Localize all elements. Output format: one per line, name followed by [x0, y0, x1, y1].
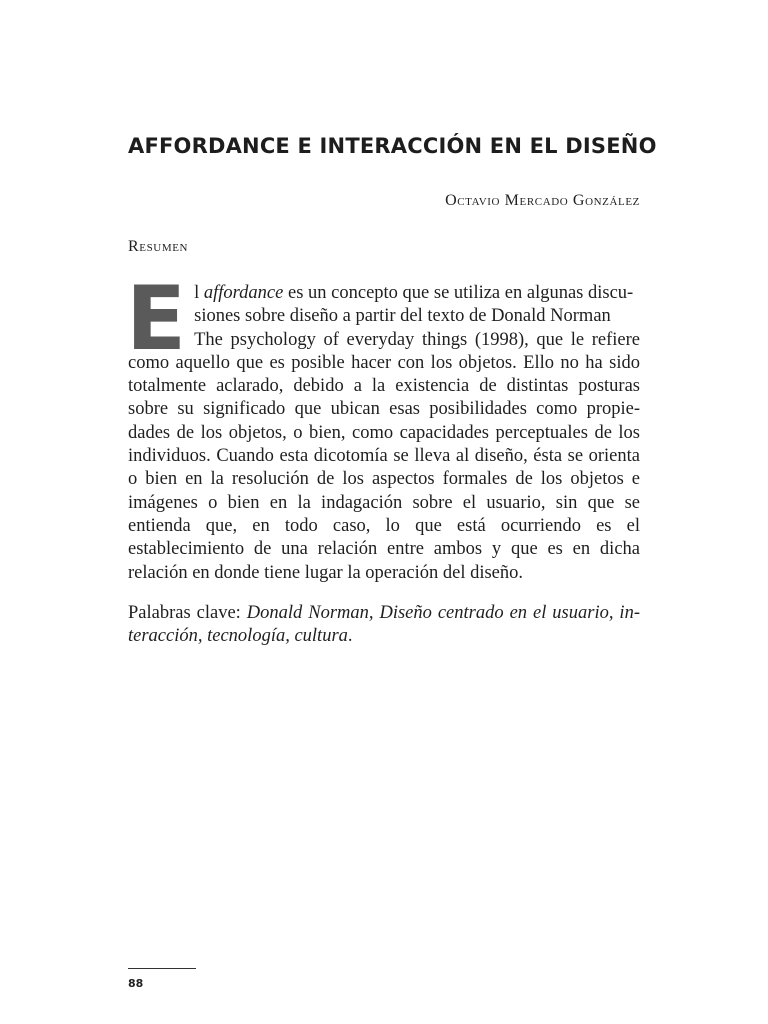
page-number: 88 [128, 977, 144, 990]
article-title: AFFORDANCE E INTERACCIÓN EN EL DISEÑO [128, 134, 657, 158]
footer-rule [128, 968, 196, 969]
keywords-end: . [347, 626, 353, 647]
abstract-heading: Resumen [128, 238, 189, 255]
keywords-paragraph [128, 602, 640, 649]
page [126, 0, 657, 1024]
abstract-line1-rest: es un concepto que se utiliza en algunas discu- [283, 283, 634, 303]
keywords-label: Palabras clave: [128, 603, 247, 623]
abstract-paragraph [126, 267, 640, 585]
affordance-term: affordance [203, 283, 284, 303]
article-author: Octavio Mercado González [445, 192, 640, 209]
abstract-line3: The psychology of everyday things (1998), que le refiere [194, 329, 640, 350]
abstract-lead: l [194, 283, 204, 303]
keywords-terms: Donald Norman, Diseño centrado en el usuario, in- teracción, tecnología, cultura [128, 603, 640, 647]
abstract-line2: siones sobre diseño a partir del texto de Donald Norman [194, 306, 611, 327]
abstract-body: como aquello que es posible hacer con los objetos. Ello no ha sido totalmente aclarado, debido a la existencia de distintas posturas sobre su significado que ubican esas posibilidades como propie- dades de los objetos, o bien, como capacidades perceptuales de los individuos. Cuando esta dicotomía se lleva al diseño, ésta se orienta o bien en la resolución de los aspectos formales de los objetos e imágenes o bien en la indagación sobre el usuario, sin que se entienda que, en todo caso, lo que está ocurriendo es el establecimiento de una relación entre ambos y que es en dicha relación en donde tiene lugar la operación del diseño. [128, 352, 640, 583]
drop-cap: E [126, 267, 187, 370]
